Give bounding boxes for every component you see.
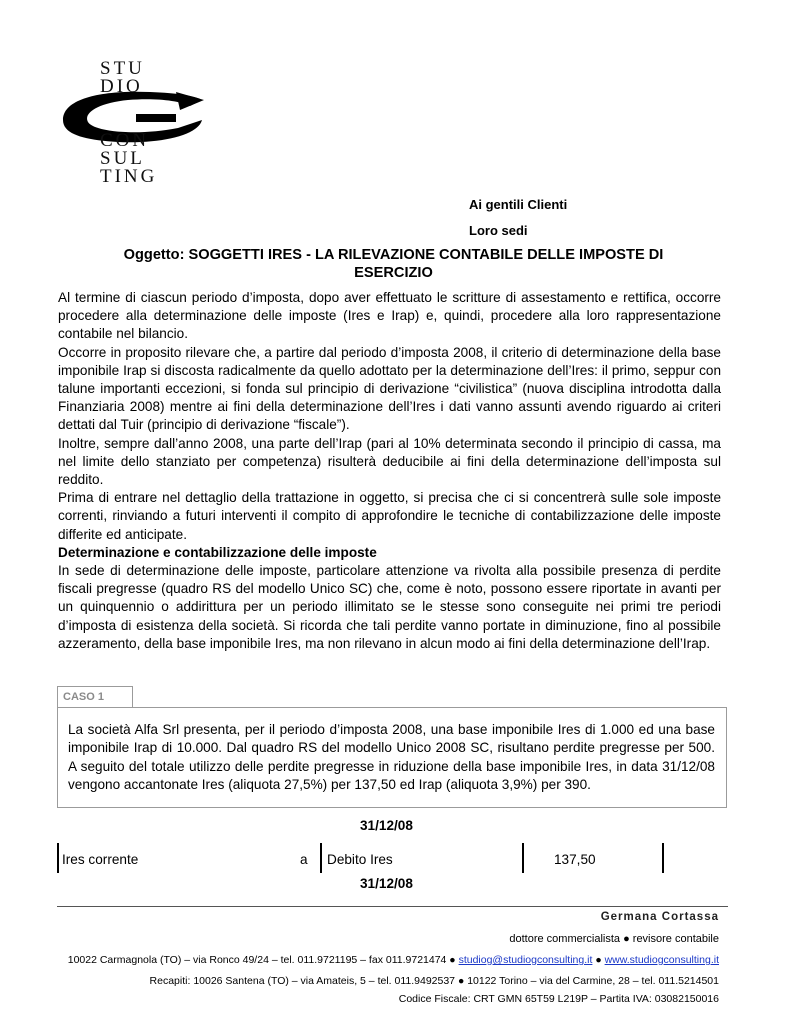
paragraph-1: Al termine di ciascun periodo d’imposta, dopo aver effettuato le scritture di assestamento e rettifica, occorre procedere alla determinazione delle imposte (Ires e Irap) e, quindi, procedere alla loro rappresentazione contabile nel bilancio. — [58, 290, 721, 342]
subject-line-1: Oggetto: SOGGETTI IRES - LA RILEVAZIONE CONTABILE DELLE IMPOSTE DI — [123, 247, 664, 263]
paragraph-4: Prima di entrare nel dettaglio della trattazione in oggetto, si precisa che ci si concentrerà sulle sole imposte correnti, rinviando a futuri interventi il compito di approfondire le tecniche di contabilizzazione delle imposte differite ed anticipate. — [58, 490, 721, 542]
entry-connector: a — [300, 852, 308, 867]
footer-name: Germana Cortassa — [600, 911, 719, 923]
entry-left-border — [57, 843, 59, 873]
footer-website-link[interactable]: www.studiogconsulting.it — [604, 954, 719, 966]
entry-credit-account: Debito Ires — [327, 852, 393, 867]
logo-line-3: CON — [100, 130, 150, 151]
footer-address-line-2: Recapiti: 10026 Santena (TO) – via Amateis, 5 – tel. 011.9492537 ● 10122 Torino – via del Carmine, 28 – tel. 011.5214501 — [149, 975, 719, 987]
logo-line-1: STU — [100, 58, 145, 79]
studio-consulting-logo-icon — [58, 58, 208, 186]
subject-heading — [60, 246, 727, 282]
entry-date-top: 31/12/08 — [360, 818, 413, 833]
paragraph-5: In sede di determinazione delle imposte, particolare attenzione va rivolta alla possibile presenza di perdite fiscali pregresse (quadro RS del modello Unico SC) che, come è noto, possono essere riportate in avanti per un quinquennio o addirittura per un periodo illimitato se le stesse sono conseguite nei primi tre periodi d’imposta di esistenza della società. Si ricorda che tali perdite vanno portate in diminuzione, fino al possibile azzeramento, della base imponibile Ires, ma non rilevano in alcun modo ai fini della determinazione dell’Irap. — [58, 563, 721, 651]
footer-fiscal-line: Codice Fiscale: CRT GMN 65T59 L219P – Partita IVA: 03082150016 — [398, 993, 719, 1005]
footer-title: dottore commercialista ● revisore contabile — [509, 933, 719, 945]
paragraph-3: Inoltre, sempre dall’anno 2008, una parte dell’Irap (pari al 10% determinata secondo il principio di cassa, ma nel limite dello stanziato per competenza) risulterà deducibile ai fini della determinazione dell’imposta sul reddito. — [58, 435, 721, 488]
logo-line-4: SUL — [100, 148, 145, 169]
recipient-line-2: Loro sedi — [469, 223, 528, 238]
logo-line-5: TING — [100, 166, 158, 187]
subject-line-2: ESERCIZIO — [354, 265, 433, 281]
logo-line-2: DIO — [100, 76, 143, 97]
section-heading: Determinazione e contabilizzazione delle imposte — [58, 544, 377, 560]
caso-box — [57, 707, 727, 808]
footer-email-link[interactable]: studiog@studiogconsulting.it — [458, 954, 593, 966]
entry-amount: 137,50 — [554, 852, 596, 867]
caso-text: La società Alfa Srl presenta, per il periodo d’imposta 2008, una base imponibile Ires di 1.000 ed una base imponibile Irap di 10.000. Dal quadro RS del modello Unico 2008 SC, risultano perdite pregresse per 500. A seguito del totale utilizzo delle perdite pregresse in riduzione della base imponibile Ires, in data 31/12/08 vengono accantonate Ires (aliquota 27,5%) per 137,50 ed Irap (aliquota 3,9%) per 390. — [68, 722, 715, 793]
entry-debit-account: Ires corrente — [62, 852, 139, 867]
entry-middle-border — [320, 843, 322, 873]
footer-address-text: 10022 Carmagnola (TO) – via Ronco 49/24 – tel. 011.9721195 – fax 011.9721474 ● — [67, 954, 459, 966]
footer-address-line-1 — [68, 954, 719, 966]
letter-body — [58, 289, 721, 653]
footer-separator: ● — [592, 954, 605, 966]
paragraph-2: Occorre in proposito rilevare che, a partire dal periodo d’imposta 2008, il criterio di determinazione della base imponibile Irap si discosta radicalmente da quello adottato per la determinazione dell’Ires: il primo, seppur con talune importanti eccezioni, si fonda sul principio di derivazione “civilistica” (nuova disciplina introdotta dalla Finanziaria 2008) mentre ai fini della determinazione dell’Ires i dati vanno assunti avendo riguardo ai criteri dettati dal Tuir (principio di derivazione “fiscale”). — [58, 344, 721, 433]
entry-end-border — [662, 843, 664, 873]
caso-label: CASO 1 — [57, 686, 133, 707]
footer-divider — [57, 906, 728, 907]
entry-date-bottom: 31/12/08 — [360, 876, 413, 891]
entry-right-border — [522, 843, 524, 873]
recipient-line-1: Ai gentili Clienti — [469, 197, 568, 212]
